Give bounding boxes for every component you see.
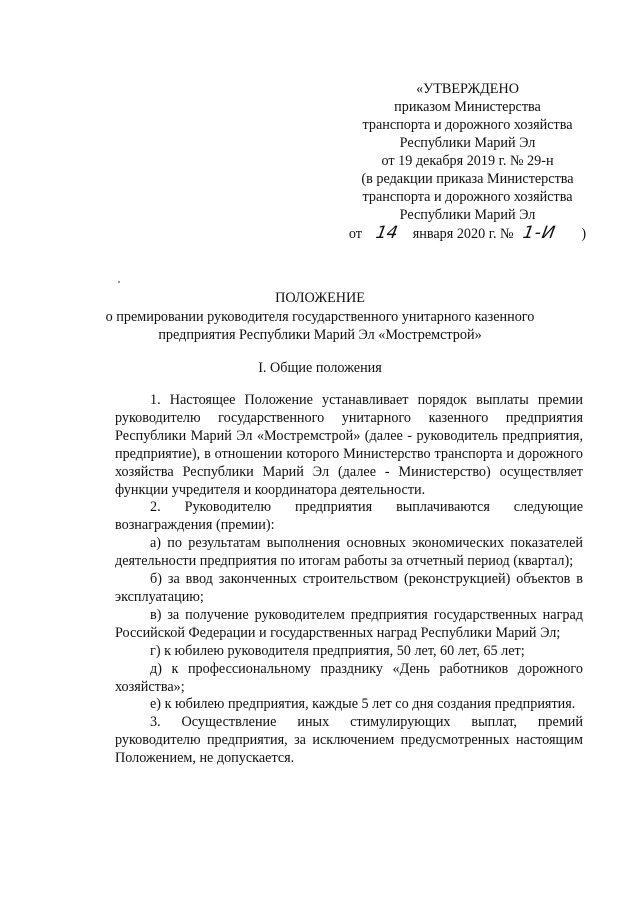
list-item-a: а) по результатам выполнения основных экономических показателей деятельности предприятия по итогам работы за отчетный период (квартал); [115, 535, 583, 570]
approval-date-line [330, 224, 605, 243]
scan-mark [118, 281, 120, 283]
approval-line: приказом Министерства [394, 99, 541, 115]
title-subline: предприятия Республики Марий Эл «Мостремстрой» [158, 327, 482, 343]
closing-bracket: ) [581, 226, 587, 242]
paragraph-3: 3. Осуществление иных стимулирующих выплат, премий руководителю предприятия, за исключением предусмотренных настоящим Положением, не допускается. [115, 714, 583, 767]
approval-stamp-block [330, 80, 605, 243]
paragraph-1: 1. Настоящее Положение устанавливает порядок выплаты премии руководителю государственного унитарного казенного предприятия Республики Марий Эл «Мостремстрой» (далее - руководитель предприятия, предприятие), в отношении которого Министерство транспорта и дорожного хозяйства Республики Марий Эл (далее - Министерство) осуществляет функции учредителя и координатора деятельности. [115, 392, 583, 498]
title-heading: ПОЛОЖЕНИЕ [275, 290, 365, 306]
list-item-b: б) за ввод законченных строительством (реконструкцией) объектов в эксплуатацию; [115, 571, 583, 605]
list-item-e: е) к юбилею предприятия, каждые 5 лет со дня создания предприятия. [150, 696, 576, 713]
approval-line: Республики Марий Эл [399, 135, 536, 151]
section-heading: I. Общие положения [258, 360, 382, 376]
approval-line: от 19 декабря 2019 г. № 29-н [381, 153, 554, 169]
document-body [115, 392, 583, 768]
date-prefix: от [348, 226, 362, 242]
list-item-d: д) к профессиональному празднику «День работников дорожного хозяйства»; [115, 660, 583, 695]
list-item-g: г) к юбилею руководителя предприятия, 50 лет, 60 лет, 65 лет; [150, 642, 525, 659]
handwritten-number: 1-И [521, 223, 558, 243]
paragraph-2: 2. Руководителю предприятия выплачиваются следующие вознаграждения (премии): [115, 499, 583, 534]
title-subline: о премировании руководителя государственного унитарного казенного [105, 309, 535, 325]
handwritten-day: 14 [373, 223, 399, 243]
approval-line: транспорта и дорожного хозяйства [362, 189, 573, 205]
approval-line: (в редакции приказа Министерства [361, 171, 574, 187]
list-item-v: в) за получение руководителем предприятия государственных наград Российской Федерации и государственных наград Республики Марий Эл; [115, 606, 583, 641]
approval-line: транспорта и дорожного хозяйства [362, 117, 573, 133]
approval-line: Республики Марий Эл [399, 207, 536, 223]
date-rest: января 2020 г. № [412, 226, 514, 242]
approval-line: «УТВЕРЖДЕНО [416, 81, 519, 97]
